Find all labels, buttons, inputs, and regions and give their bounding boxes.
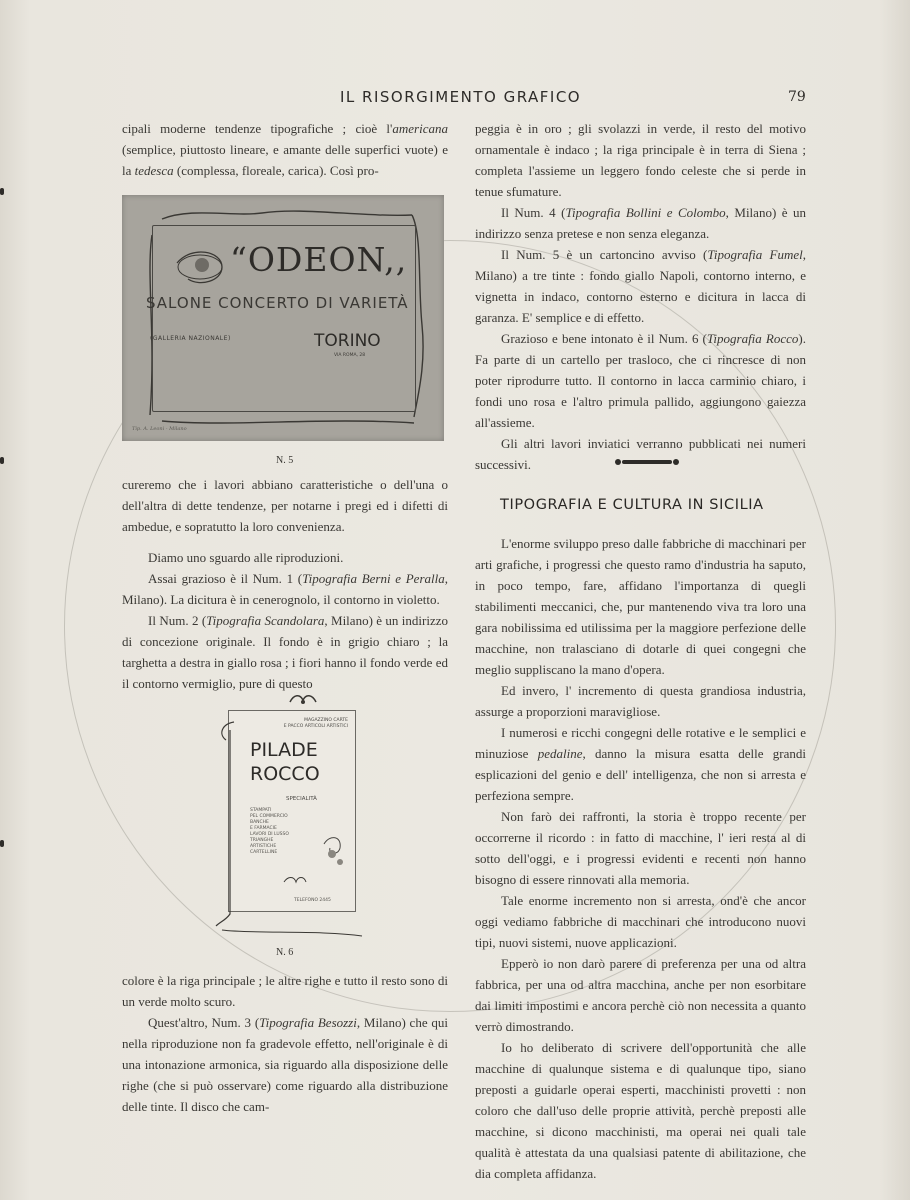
card-name: PILADE: [250, 739, 318, 761]
left-column-middle: [122, 474, 448, 694]
card-phone: TELEFONO 2445: [294, 898, 331, 903]
card-specialty: SPECIALITÀ: [286, 796, 317, 802]
binding-hole: [0, 457, 4, 464]
right-column-top: [475, 118, 806, 475]
printer-credit: Tip. A. Leoni - Milano: [132, 426, 187, 432]
left-column-top: [122, 118, 448, 181]
paragraph: Assai grazioso è il Num. 1 (Tipografia Berni e Peralla, Milano). La dicitura è in cenerognolo, il contorno in violetto.: [122, 571, 448, 607]
binding-hole: [0, 188, 4, 195]
card-city: TORINO: [314, 331, 381, 351]
paragraph: Epperò io non darò parere di preferenza per una od altra fabbrica, per una od altra macchina, anche per non esorbitare dai limiti impostimi e ancora perchè ciò non necessita a quanto verrò dimostrando.: [475, 956, 806, 1034]
paragraph: Io ho deliberato di scrivere dell'opportunità che alle macchine di qualunque sistema e di qualunque tipo, siano preposti a guidarle operai esperti, macchinisti provetti : non coloro che dall'uso delle proprie attività, perchè preposti alle macchine, si dicono macchinisti, ma operai nei quali tale qualità è attestata da una qualsiasi patente di abilitazione, che dia completa affidanza.: [475, 1040, 806, 1181]
card-title: “ODEON,,: [230, 240, 408, 279]
paragraph: Gli altri lavori inviatici verranno pubblicati nei numeri successivi.: [475, 436, 806, 472]
card-subtitle: SALONE CONCERTO DI VARIETÀ: [146, 294, 409, 312]
paragraph: Quest'altro, Num. 3 (Tipografia Besozzi, Milano) che qui nella riproduzione non fa gradevole effetto, nell'originale è di una intonazione armonica, sia riguardo alla disposizione delle righe (che si può osservare) come riguardo alla distribuzione delle tinte. Il disco che cam-: [122, 1015, 448, 1114]
paragraph: Ed invero, l' incremento di questa grandiosa industria, assurge a proporzioni maravigliose.: [475, 683, 806, 719]
card-topline: MAGAZZINO CARTE E PACCO ARTICOLI ARTISTICI: [283, 718, 348, 729]
page-number: 79: [788, 89, 806, 105]
paragraph: L'enorme sviluppo preso dalle fabbriche di macchinari per arti grafiche, i progressi che questo ramo d'industria ha saputo, in poco tempo, fare, affidano l'importanza di quegli stabilimenti meccanici, che, pur mantenendo viva tra loro una gara nobilissima ed utilissima per la maggiore perfezione delle macchine, non tralasciano di dotarle di quei congegni che meglio suppliscano la mano d'opera.: [475, 536, 806, 677]
paragraph: peggia è in oro ; gli svolazzi in verde, il resto del motivo ornamentale è indaco ; la riga principale è in terra di Siena ; completa l'assieme un leggero fondo celeste che si perde in tenue sfumature.: [475, 121, 806, 199]
section-divider-ornament: [612, 455, 682, 469]
card-gallery: (GALLERIA NAZIONALE): [150, 335, 231, 342]
card-list: STAMPATI PEL COMMERCIO BANCHE E FARMACIE LAVORI DI LUSSO TRIANGHE ARTISTICHE CARTELLINE: [250, 808, 289, 855]
running-title: IL RISORGIMENTO GRAFICO: [340, 88, 582, 106]
figure-caption: N. 5: [276, 455, 294, 466]
right-column-article: [475, 533, 806, 1184]
page-header: [0, 88, 910, 108]
paragraph: Grazioso e bene intonato è il Num. 6 (Tipografia Rocco). Fa parte di un cartello per trasloco, che ci rincresce di non poter riprodurre tutto. Il contorno in lacca carminio chiaro, i fondi uno rosa e l'altro primula pallido, aggiungono gaiezza all'assieme.: [475, 331, 806, 430]
figure-odeon: [122, 195, 444, 441]
paragraph: Tale enorme incremento non si arresta, ond'è che ancor oggi vediamo fabbriche di macchinari che introducono nuovi tipi, nuovi sistemi, nuove applicazioni.: [475, 893, 806, 950]
card-address: VIA ROMA, 28: [334, 353, 366, 358]
section-title: TIPOGRAFIA E CULTURA IN SICILIA: [500, 497, 764, 513]
card-surname: ROCCO: [250, 763, 320, 785]
figure-pilade-rocco: [212, 692, 367, 942]
paragraph: Il Num. 2 (Tipografia Scandolara, Milano) è un indirizzo di concezione originale. Il fondo è in grigio chiaro ; la targhetta a destra in giallo rosa ; i fiori hanno il fondo verde ed il contorno vermiglio, pure di questo: [122, 613, 448, 691]
paragraph: colore è la riga principale ; le altre righe e tutto il resto sono di un verde molto scuro.: [122, 973, 448, 1009]
paragraph: Il Num. 5 è un cartoncino avviso (Tipografia Fumel, Milano) a tre tinte : fondo giallo Napoli, contorno interno, e vignetta in indaco, contorno esterno e dicitura in lacca di garanza. E' semplice e di effetto.: [475, 247, 806, 325]
paragraph: Diamo uno sguardo alle riproduzioni.: [148, 550, 344, 565]
paragraph: Non farò dei raffronti, la storia è troppo recente per occorrerne il ricordo : in fatto di macchine, l' ieri resta al di sotto dell'oggi, e i progressi evidenti e recenti non hanno bisogno di essere rinnovati alla memoria.: [475, 809, 806, 887]
binding-hole: [0, 840, 4, 847]
paragraph: cipali moderne tendenze tipografiche ; cioè l'americana (semplice, piuttosto lineare, e amante delle superfici vuote) e la tedesca (complessa, floreale, carica). Così pro-: [122, 121, 448, 178]
paragraph: Il Num. 4 (Tipografia Bollini e Colombo, Milano) è un indirizzo senza pretese e non senza eleganza.: [475, 205, 806, 241]
figure-caption: N. 6: [276, 947, 294, 958]
left-column-bottom: [122, 970, 448, 1117]
paragraph: I numerosi e ricchi congegni delle rotative e le semplici e minuziose pedaline, danno la misura esatta delle grandi esplicazioni del genio e dell' intelligenza, che non si arresta e perfeziona sempre.: [475, 725, 806, 803]
paragraph: cureremo che i lavori abbiano caratteristiche o dell'una o dell'altra di dette tendenze, per notarne i pregi ed i difetti di ambedue, e sopratutto la loro convenienza.: [122, 477, 448, 534]
